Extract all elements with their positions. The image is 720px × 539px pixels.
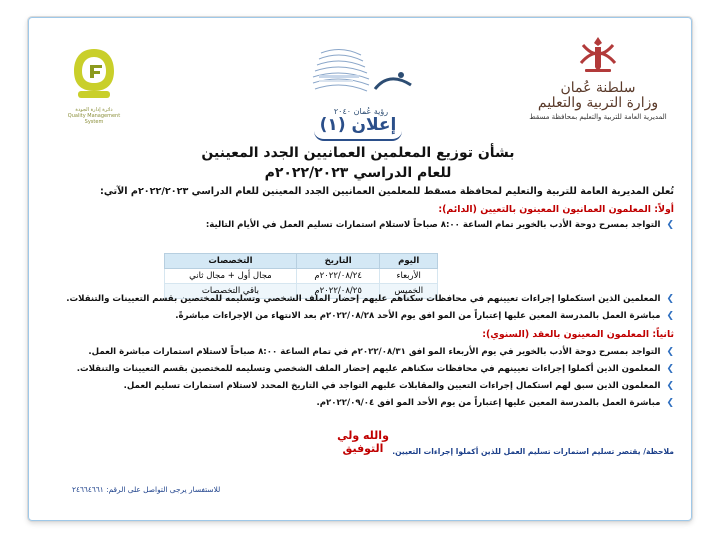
quality-caption-ar: دائرة إدارة الجودة (75, 107, 113, 113)
section2-bullet1: ❯ التواجد بمسرح دوحة الأدب بالخوير في يوم الأربعاء المو افق ٢٠٢٢/٠٨/٣١م في تمام الساعة ٨:٠٠ صباحاً لاستلام استمارات مباشرة العمل. (88, 347, 674, 357)
header-date: التاريخ (296, 254, 380, 269)
section1-bullet3: ❯ مباشرة العمل بالمدرسة المعين عليها إعتباراً من المو افق يوم الأحد ٢٠٢٢/٠٨/٢٨م بعد الانتهاء من الإجراءات مباشرةً. (175, 311, 674, 321)
vision-text: رؤية عُمان ٢٠٤٠ (333, 107, 389, 116)
announcement-page (28, 17, 692, 521)
schedule-table (164, 253, 438, 299)
title-line1: بشأن توزيع المعلمين العمانيين الجدد المعينين (201, 145, 515, 161)
ministry-logo (518, 33, 678, 133)
vision-logo (296, 45, 426, 125)
cell-day: الخميس (380, 284, 438, 299)
quality-caption-en: Quality Management System (67, 113, 121, 125)
ministry-name-line2: وزارة التربية والتعليم (537, 95, 659, 111)
closing-text: والله ولي التوفيق (337, 429, 389, 455)
vision-emblem-icon (301, 45, 421, 103)
ministry-directorate: المديرية العامة للتربية والتعليم بمحافظة مسقط (529, 113, 667, 121)
section2-bullet4: ❯ مباشرة العمل بالمدرسة المعين عليها إعتباراً من يوم الأحد المو افق ٢٠٢٢/٠٩/٠٤م. (316, 398, 674, 408)
cell-day: الأربعاء (380, 269, 438, 284)
header-specialties: التخصصات (165, 254, 297, 269)
section2-heading: ثانياً: المعلمون المعينون بالعقد (السنوي): (482, 329, 674, 340)
section1-bullet2: ❯ المعلمين الذين استكملوا إجراءات تعيينهم في محافظات سكناهم عليهم إحضار الملف الشخصي وتسليمه للمختصين بقسم التعيينات والتنقلات. (66, 294, 674, 304)
oman-emblem-icon (575, 33, 621, 77)
section2-bullet3: ❯ المعلمون الذين سبق لهم استكمال إجراءات التعيين والمقابلات عليهم التواجد في التاريخ المحدد لاستلام استمارات تسليم العمل. (124, 381, 674, 391)
cell-date: ٢٠٢٢/٠٨/٢٤م (296, 269, 380, 284)
cell-specialties: باقي التخصصات (165, 284, 297, 299)
section2-bullet2: ❯ المعلمون الذين أكملوا إجراءات تعيينهم في محافظات سكناهم عليهم إحضار الملف الشخصي وتسليمه للمختصين بقسم التعيينات والتنقلات. (77, 364, 674, 374)
section1-heading: أولاً: المعلمون العمانيون المعينون بالتعيين (الدائم): (438, 204, 674, 215)
cell-specialties: مجال أول + مجال ثاني (165, 269, 297, 284)
table-row (165, 269, 438, 284)
table-header-row (165, 254, 438, 269)
announcement-badge: إعلان (١) (314, 115, 402, 141)
quality-logo (58, 45, 130, 137)
note-text: ملاحظة/ يقتصر تسليم استمارات تسليم العمل للذين أكملوا إجراءات التعيين. (392, 447, 674, 456)
section1-bullet1: ❯ التواجد بمسرح دوحة الأدب بالخوير تمام الساعة ٨:٠٠ صباحاً لاستلام استمارات تسليم العمل في الأيام التالية: (206, 220, 674, 230)
quality-q-icon (68, 45, 120, 103)
intro-text: تُعلن المديرية العامة للتربية والتعليم لمحافظة مسقط للمعلمين العمانيين الجدد المعينين للعام الدراسي ٢٠٢٢/٢٠٢٣م الآتي: (100, 186, 674, 197)
cell-date: ٢٠٢٢/٠٨/٢٥م (296, 284, 380, 299)
ministry-name-line1: سلطنة عُمان (560, 80, 636, 96)
header-day: اليوم (380, 254, 438, 269)
inquiry-text: للاستفسار يرجى التواصل على الرقم: ٢٤٦٦٤٦٦١ (72, 485, 221, 494)
title-line2: للعام الدراسي ٢٠٢٢/٢٠٢٣م (264, 165, 452, 181)
